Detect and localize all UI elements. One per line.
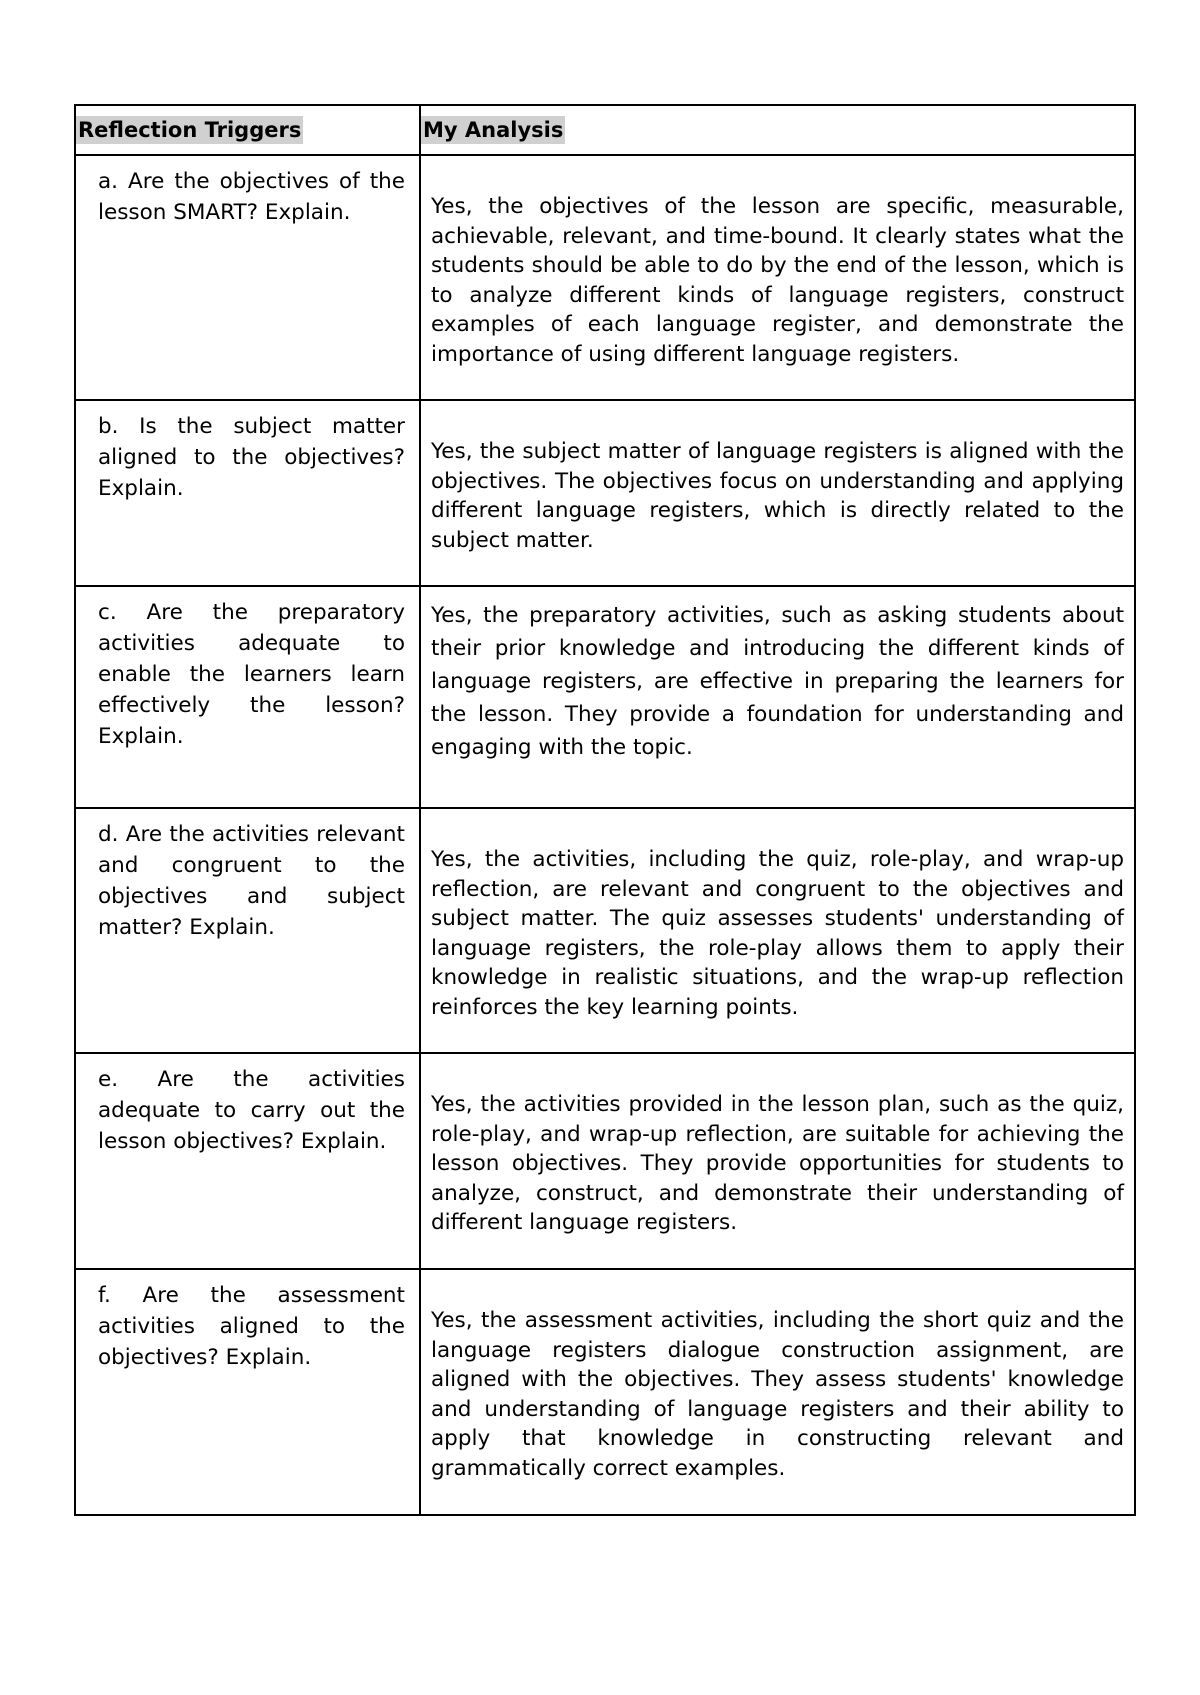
question-cell	[75, 400, 420, 586]
header-cell-my-analysis	[420, 105, 1135, 155]
answer-cell	[420, 400, 1135, 586]
table-row	[75, 1269, 1135, 1515]
question-text-d: d. Are the activities relevant and congruent to the objectives and subject matter? Explain.	[98, 822, 405, 940]
header-cell-reflection-triggers	[75, 105, 420, 155]
question-cell	[75, 1053, 420, 1269]
table-header-row	[75, 105, 1135, 155]
question-text-e: e. Are the activities adequate to carry out the lesson objectives? Explain.	[98, 1067, 405, 1154]
table-row	[75, 586, 1135, 808]
answer-text-c: Yes, the preparatory activities, such as asking students about their prior knowledge and introducing the different kinds of language registers, are effective in preparing the learners for the lesson. They provide a foundation for understanding and engaging with the topic.	[431, 603, 1124, 760]
question-text-b: b. Is the subject matter aligned to the objectives? Explain.	[98, 414, 405, 501]
question-text-a: a. Are the objectives of the lesson SMART? Explain.	[98, 169, 405, 225]
answer-text-d: Yes, the activities, including the quiz, role-play, and wrap-up reflection, are relevant and congruent to the objectives and subject matter. The quiz assesses students' understanding of language registers, the role-play allows them to apply their knowledge in realistic situations, and the wrap-up reflection reinforces the key learning points.	[431, 847, 1124, 1020]
answer-cell	[420, 1053, 1135, 1269]
table-row	[75, 400, 1135, 586]
answer-cell	[420, 1269, 1135, 1515]
answer-cell	[420, 155, 1135, 400]
table-row	[75, 155, 1135, 400]
question-cell	[75, 808, 420, 1053]
answer-cell	[420, 586, 1135, 808]
header-reflection-triggers: Reflection Triggers	[78, 118, 302, 142]
table-row	[75, 808, 1135, 1053]
question-cell	[75, 155, 420, 400]
table-row	[75, 1053, 1135, 1269]
answer-text-f: Yes, the assessment activities, including the short quiz and the language registers dialogue construction assignment, are aligned with the objectives. They assess students' knowledge and understanding of language registers and their ability to apply that knowledge in constructing relevant and grammatically correct examples.	[431, 1308, 1124, 1481]
header-my-analysis: My Analysis	[423, 118, 564, 142]
answer-text-b: Yes, the subject matter of language registers is aligned with the objectives. The objectives focus on understanding and applying different language registers, which is directly related to the subject matter.	[431, 439, 1124, 553]
answer-text-e: Yes, the activities provided in the lesson plan, such as the quiz, role-play, and wrap-up reflection, are suitable for achieving the lesson objectives. They provide opportunities for students to analyze, construct, and demonstrate their understanding of different language registers.	[431, 1092, 1124, 1235]
reflection-table	[74, 104, 1136, 1516]
question-text-c: c. Are the preparatory activities adequate to enable the learners learn effectively the lesson? Explain.	[98, 600, 405, 749]
answer-text-a: Yes, the objectives of the lesson are specific, measurable, achievable, relevant, and time-bound. It clearly states what the students should be able to do by the end of the lesson, which is to analyze different kinds of language registers, construct examples of each language register, and demonstrate the importance of using different language registers.	[431, 194, 1124, 367]
question-text-f: f. Are the assessment activities aligned to the objectives? Explain.	[98, 1283, 405, 1370]
answer-cell	[420, 808, 1135, 1053]
question-cell	[75, 586, 420, 808]
question-cell	[75, 1269, 420, 1515]
